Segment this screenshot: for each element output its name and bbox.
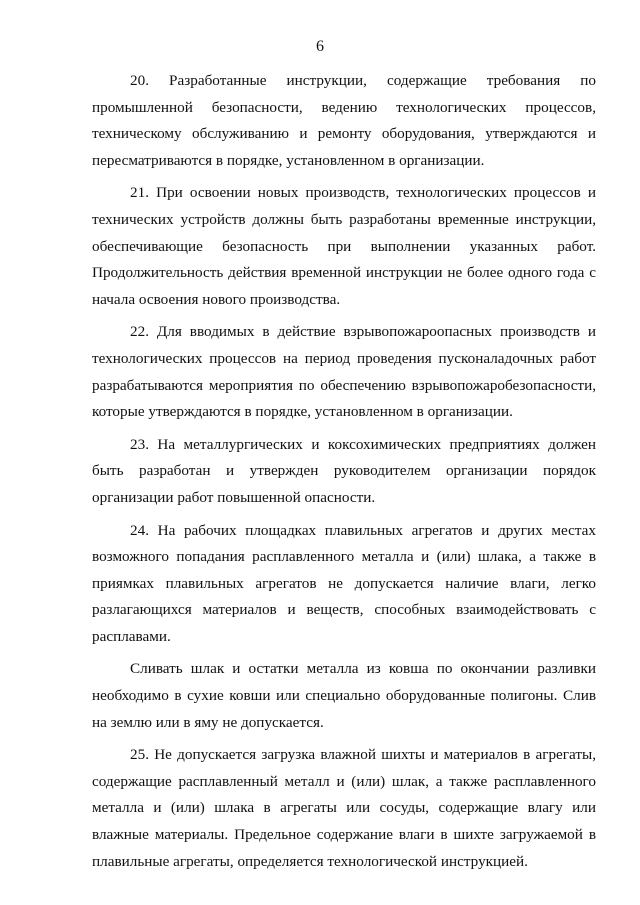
page-number: 6 bbox=[316, 38, 324, 55]
paragraph-25: 25. Не допускается загрузка влажной шихты и материалов в агрегаты, содержащие расплавленный металл и (или) шлак, а также расплавленного металла и (или) шлака в агрегаты или сосуды, содержащие влагу или влажные материалы. Предельное содержание влаги в шихте загружаемой в плавильные агрегаты, определяется технологической инструкцией. bbox=[92, 746, 596, 870]
paragraph-24-continuation: Сливать шлак и остатки металла из ковша по окончании разливки необходимо в сухие ковши или специально оборудованные полигоны. Слив на землю или в яму не допускается. bbox=[92, 660, 596, 731]
paragraph-21: 21. При освоении новых производств, технологических процессов и технических устройств должны быть разработаны временные инструкции, обеспечивающие безопасность при выполнении указанных работ. Продолжительность действия временной инструкции не более одного года с начала освоения нового производства. bbox=[92, 184, 596, 308]
paragraph-23: 23. На металлургических и коксохимических предприятиях должен быть разработан и утвержден руководителем организации порядок организации работ повышенной опасности. bbox=[92, 435, 596, 506]
paragraph-20: 20. Разработанные инструкции, содержащие требования по промышленной безопасности, ведению технологических процессов, техническому обслуживанию и ремонту оборудования, утверждаются и пересматриваются в порядке, установленном в организации. bbox=[92, 72, 596, 169]
paragraph-24: 24. На рабочих площадках плавильных агрегатов и других местах возможного попадания расплавленного металла и (или) шлака, а также в приямках плавильных агрегатов не допускается наличие влаги, легко разлагающихся материалов и веществ, способных взаимодействовать с расплавами. bbox=[92, 521, 596, 645]
paragraph-22: 22. Для вводимых в действие взрывопожароопасных производств и технологических процессов на период проведения пусконаладочных работ разрабатываются мероприятия по обеспечению взрывопожаробезопасности, которые утверждаются в порядке, установленном в организации. bbox=[92, 323, 596, 421]
document-body bbox=[92, 68, 596, 881]
